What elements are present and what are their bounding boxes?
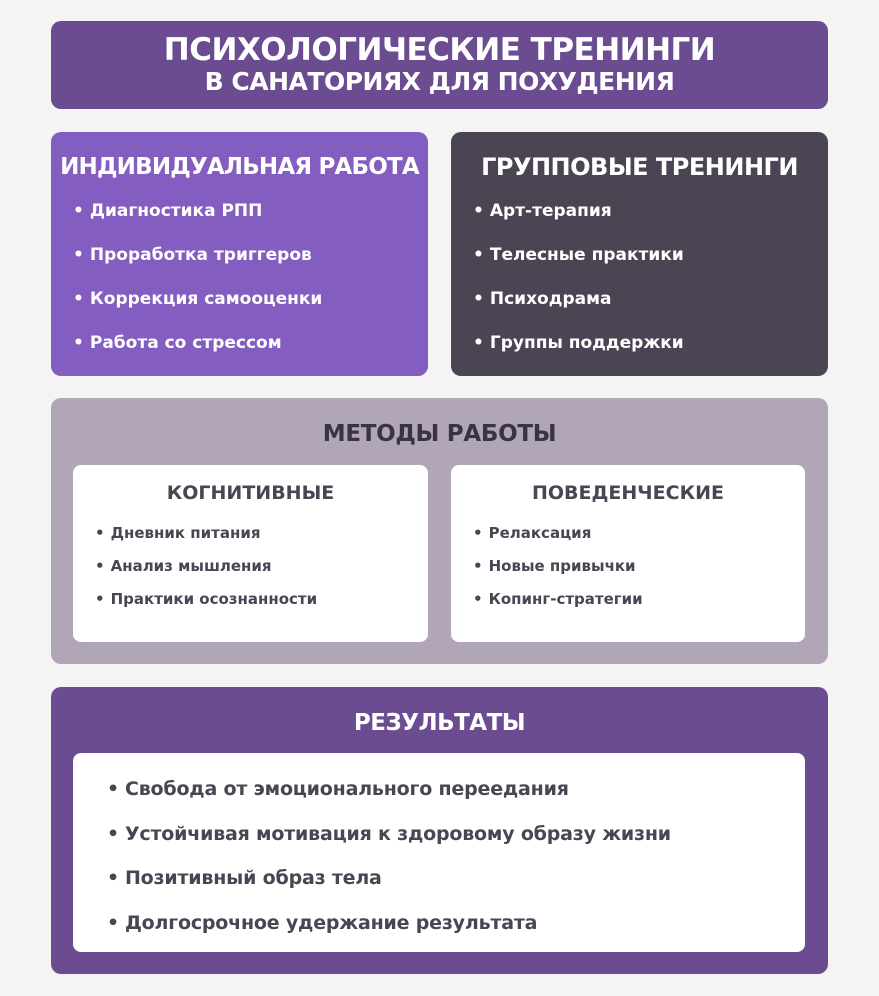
bullet-icon: • — [95, 524, 105, 542]
bullet-icon: • — [473, 557, 483, 575]
list-item: • Долгосрочное удержание результата — [107, 911, 538, 934]
bullet-icon: • — [73, 289, 84, 309]
bullet-icon: • — [73, 201, 84, 221]
bullet-icon: • — [95, 557, 105, 575]
list-item: • Устойчивая мотивация к здоровому образу жизни — [107, 822, 671, 845]
list-item: • Релаксация — [473, 524, 592, 542]
list-item: • Телесные практики — [473, 245, 684, 265]
methods-title: МЕТОДЫ РАБОТЫ — [322, 421, 557, 447]
list-item: • Дневник питания — [95, 524, 261, 542]
results-card — [73, 753, 805, 952]
bullet-icon: • — [473, 333, 484, 353]
group-trainings-card — [451, 132, 828, 376]
individual-work-list — [51, 200, 428, 354]
group-trainings-title: ГРУППОВЫЕ ТРЕНИНГИ — [481, 153, 798, 181]
bullet-icon: • — [473, 289, 484, 309]
bullet-icon: • — [95, 590, 105, 608]
list-item: • Копинг-стратегии — [473, 590, 643, 608]
list-item: • Позитивный образ тела — [107, 867, 382, 889]
individual-work-card — [51, 132, 428, 376]
bullet-icon: • — [107, 822, 119, 845]
bullet-icon: • — [107, 911, 119, 934]
list-item: • Психодрама — [473, 289, 612, 309]
list-item: • Работа со стрессом — [73, 333, 282, 353]
bullet-icon: • — [473, 524, 483, 542]
bullet-icon: • — [73, 333, 84, 353]
behavioral-list — [451, 523, 805, 609]
list-item: • Анализ мышления — [95, 557, 272, 575]
bullet-icon: • — [107, 778, 119, 800]
list-item: • Свобода от эмоционального переедания — [107, 778, 569, 800]
cognitive-card — [73, 465, 428, 642]
list-item: • Коррекция самооценки — [73, 289, 323, 309]
behavioral-card — [451, 465, 805, 642]
bullet-icon: • — [73, 245, 84, 265]
page-title-line1: ПСИХОЛОГИЧЕСКИЕ ТРЕНИНГИ — [163, 32, 716, 68]
list-item: • Новые привычки — [473, 557, 636, 575]
individual-work-title: ИНДИВИДУАЛЬНАЯ РАБОТА — [60, 154, 419, 180]
results-section — [51, 687, 828, 974]
cognitive-list — [73, 523, 428, 609]
results-title: РЕЗУЛЬТАТЫ — [353, 710, 526, 736]
list-item: • Арт-терапия — [473, 201, 612, 221]
list-item: • Проработка триггеров — [73, 245, 312, 265]
list-item: • Группы поддержки — [473, 333, 684, 353]
bullet-icon: • — [473, 245, 484, 265]
bullet-icon: • — [107, 867, 119, 889]
bullet-icon: • — [473, 201, 484, 221]
list-item: • Практики осознанности — [95, 590, 318, 608]
behavioral-title: ПОВЕДЕНЧЕСКИЕ — [531, 482, 724, 504]
page-header — [51, 21, 828, 109]
page-title-line2: В САНАТОРИЯХ ДЛЯ ПОХУДЕНИЯ — [204, 67, 675, 96]
cognitive-title: КОГНИТИВНЫЕ — [166, 482, 335, 504]
list-item: • Диагностика РПП — [73, 201, 263, 221]
methods-section — [51, 398, 828, 664]
results-list — [73, 777, 805, 935]
group-trainings-list — [451, 200, 828, 354]
bullet-icon: • — [473, 590, 483, 608]
